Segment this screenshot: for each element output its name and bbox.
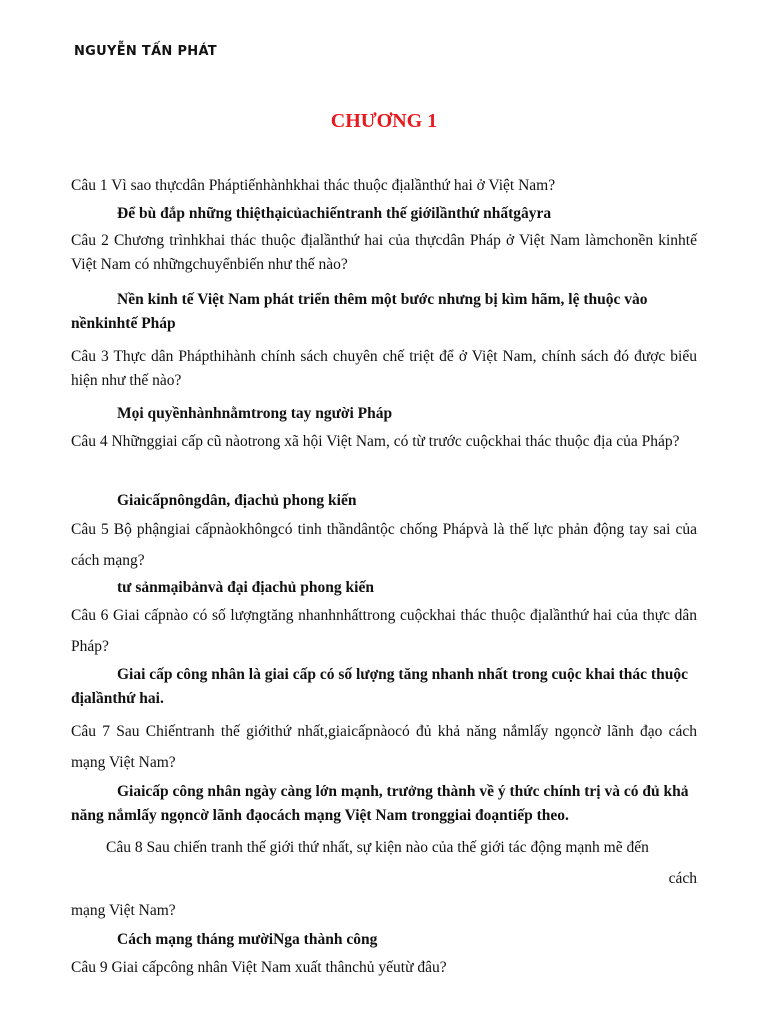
- question-9: Câu 9 Giai cấpcông nhân Việt Nam xuất thânchủ yếutừ đâu?: [71, 959, 447, 976]
- question-8-line1: Câu 8 Sau chiến tranh thế giới thứ nhất, sự kiện nào của thế giới tác động mạnh mẽ đến: [106, 839, 649, 856]
- question-2: Câu 2 Chương trìnhkhai thác thuộc địalầnthứ hai của thựcdân Pháp ở Việt Nam làmchonền kinhtế Việt Nam có nhữngchuyểnbiến như thế nào?: [71, 232, 697, 273]
- answer-3: Mọi quyềnhànhnằmtrong tay người Pháp: [117, 405, 393, 422]
- answer-6: Giai cấp công nhân là giai cấp có số lượng tăng nhanh nhất trong cuộc khai thác thuộc địalầnthứ hai.: [71, 666, 688, 707]
- question-8: [71, 832, 697, 894]
- answer-5: tư sảnmạibảnvà đại địachủ phong kiến: [117, 579, 374, 596]
- answer-7: Giaicấp công nhân ngày càng lớn mạnh, trưởng thành về ý thức chính trị và có đủ khả năng nắmlấy ngọncờ lãnh đạocách mạng Việt Nam tronggiai đoạntiếp theo.: [71, 783, 689, 824]
- question-7: Câu 7 Sau Chiếntranh thế giớithứ nhất,giaicấpnàocó đủ khả năng nắmlấy ngọncờ lãnh đạo cách mạng Việt Nam?: [71, 723, 697, 771]
- author-name: NGUYỄN TẤN PHÁT: [74, 44, 217, 59]
- question-4: Câu 4 Nhữnggiai cấp cũ nàotrong xã hội Việt Nam, có từ trước cuộckhai thác thuộc địa của Pháp?: [71, 433, 680, 450]
- question-8-line2: cách: [668, 870, 697, 887]
- question-6: Câu 6 Giai cấpnào có số lượngtăng nhanhnhấttrong cuộckhai thác thuộc địalầnthứ hai của thực dân Pháp?: [71, 607, 697, 655]
- question-5: Câu 5 Bộ phậngiai cấpnàokhôngcó tinh thầndântộc chống Phápvà là thế lực phản động tay sai của cách mạng?: [71, 521, 697, 569]
- answer-1: Để bù đắp những thiệthạicủachiếntranh thế giớilầnthứ nhấtgâyra: [117, 205, 552, 222]
- question-3: Câu 3 Thực dân Phápthihành chính sách chuyên chế triệt để ở Việt Nam, chính sách đó được biểu hiện như thế nào?: [71, 348, 697, 389]
- answer-8: Cách mạng tháng mườiNga thành công: [117, 931, 378, 948]
- question-8-line3: mạng Việt Nam?: [71, 902, 176, 919]
- chapter-title: CHƯƠNG 1: [330, 110, 438, 132]
- answer-2: Nền kinh tế Việt Nam phát triển thêm một bước nhưng bị kìm hãm, lệ thuộc vào nềnkinhtế Pháp: [71, 291, 648, 332]
- question-1: Câu 1 Vì sao thựcdân Pháptiếnhànhkhai thác thuộc địalầnthứ hai ở Việt Nam?: [71, 177, 556, 194]
- answer-4: Giaicấpnôngdân, địachủ phong kiến: [117, 492, 357, 509]
